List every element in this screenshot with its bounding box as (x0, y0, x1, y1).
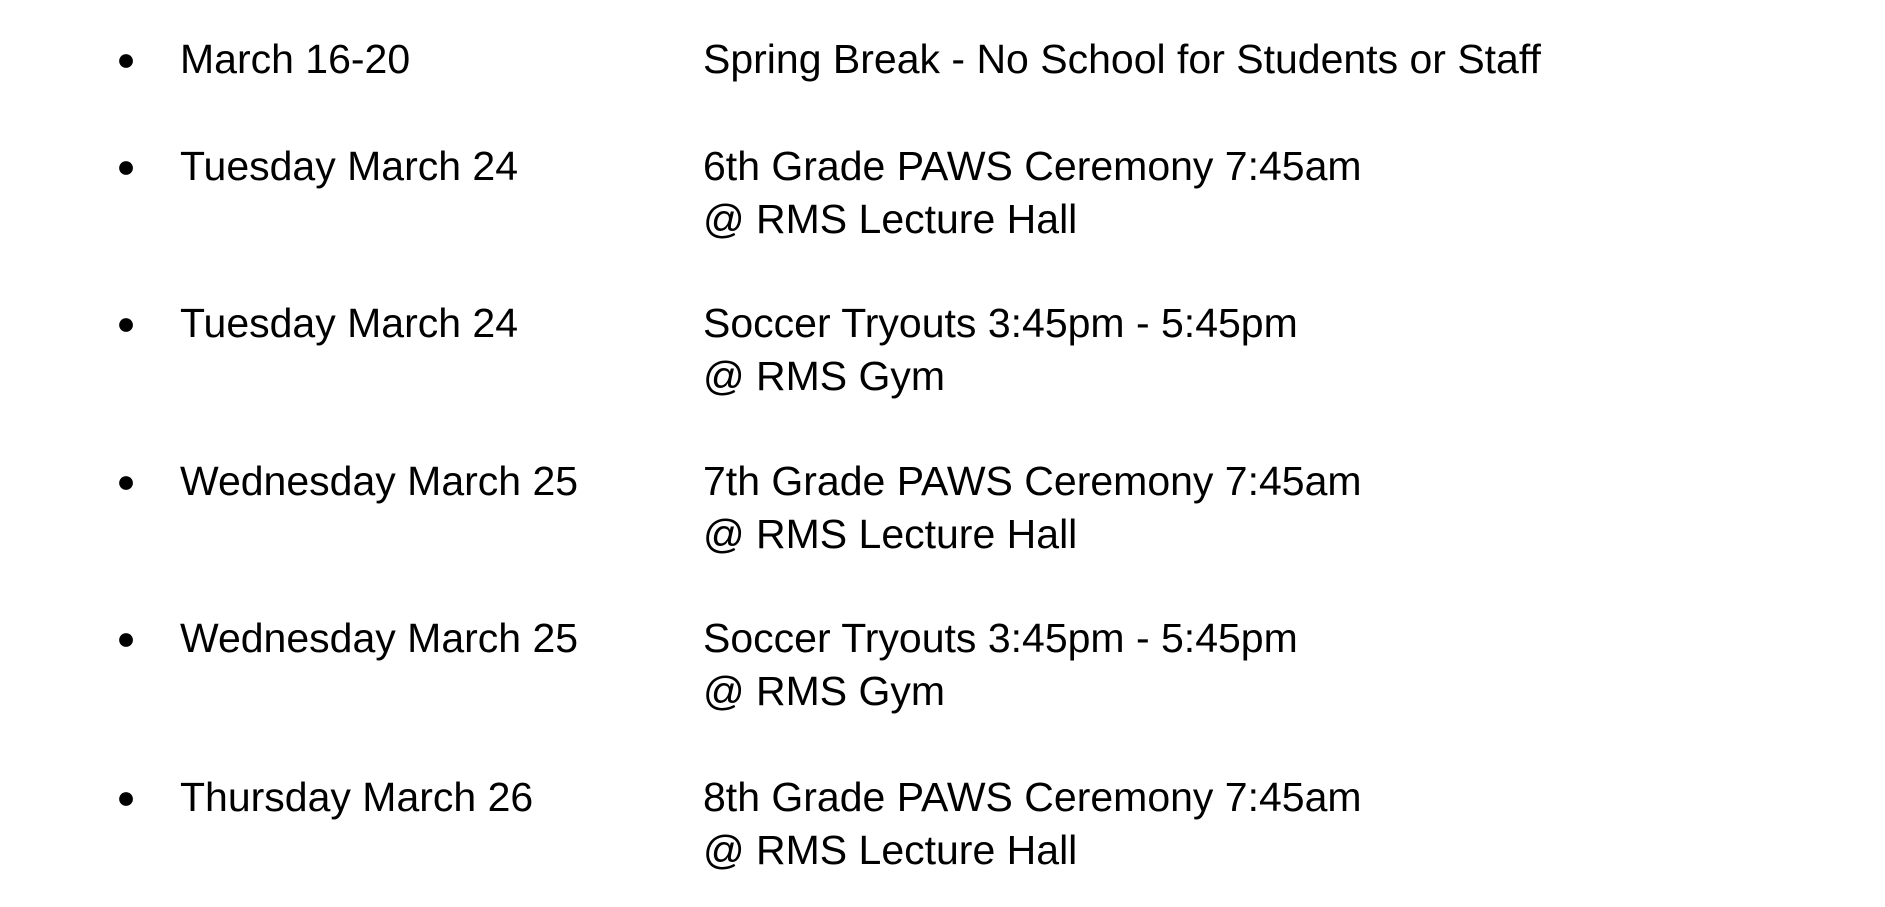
event-date: March 16-20 (180, 36, 411, 82)
event-description-line: 7th Grade PAWS Ceremony 7:45am (703, 458, 1362, 504)
bullet-icon: ● (116, 148, 136, 184)
event-location-line: @ RMS Lecture Hall (703, 827, 1078, 873)
event-date: Tuesday March 24 (180, 300, 519, 346)
event-location-line: @ RMS Lecture Hall (703, 511, 1078, 557)
event-date: Wednesday March 25 (180, 458, 579, 504)
event-description-line: 6th Grade PAWS Ceremony 7:45am (703, 143, 1362, 189)
event-date: Tuesday March 24 (180, 143, 519, 189)
event-description-line: Soccer Tryouts 3:45pm - 5:45pm (703, 300, 1298, 346)
bullet-icon: ● (116, 779, 136, 815)
event-description (703, 33, 1541, 86)
event-description (703, 140, 1362, 246)
event-description-line: Soccer Tryouts 3:45pm - 5:45pm (703, 615, 1298, 661)
event-location-line: @ RMS Lecture Hall (703, 196, 1078, 242)
bullet-icon: ● (116, 620, 136, 656)
event-location-line: @ RMS Gym (703, 353, 946, 399)
event-date: Thursday March 26 (180, 774, 534, 820)
event-description-line: Spring Break - No School for Students or Staff (703, 36, 1541, 82)
event-description-line: 8th Grade PAWS Ceremony 7:45am (703, 774, 1362, 820)
event-location-line: @ RMS Gym (703, 668, 946, 714)
bullet-icon: ● (116, 305, 136, 341)
event-description (703, 297, 1298, 403)
event-date: Wednesday March 25 (180, 615, 579, 661)
event-description (703, 612, 1298, 718)
bullet-icon: ● (116, 41, 136, 77)
event-description (703, 771, 1362, 877)
bullet-icon: ● (116, 463, 136, 499)
event-description (703, 455, 1362, 561)
